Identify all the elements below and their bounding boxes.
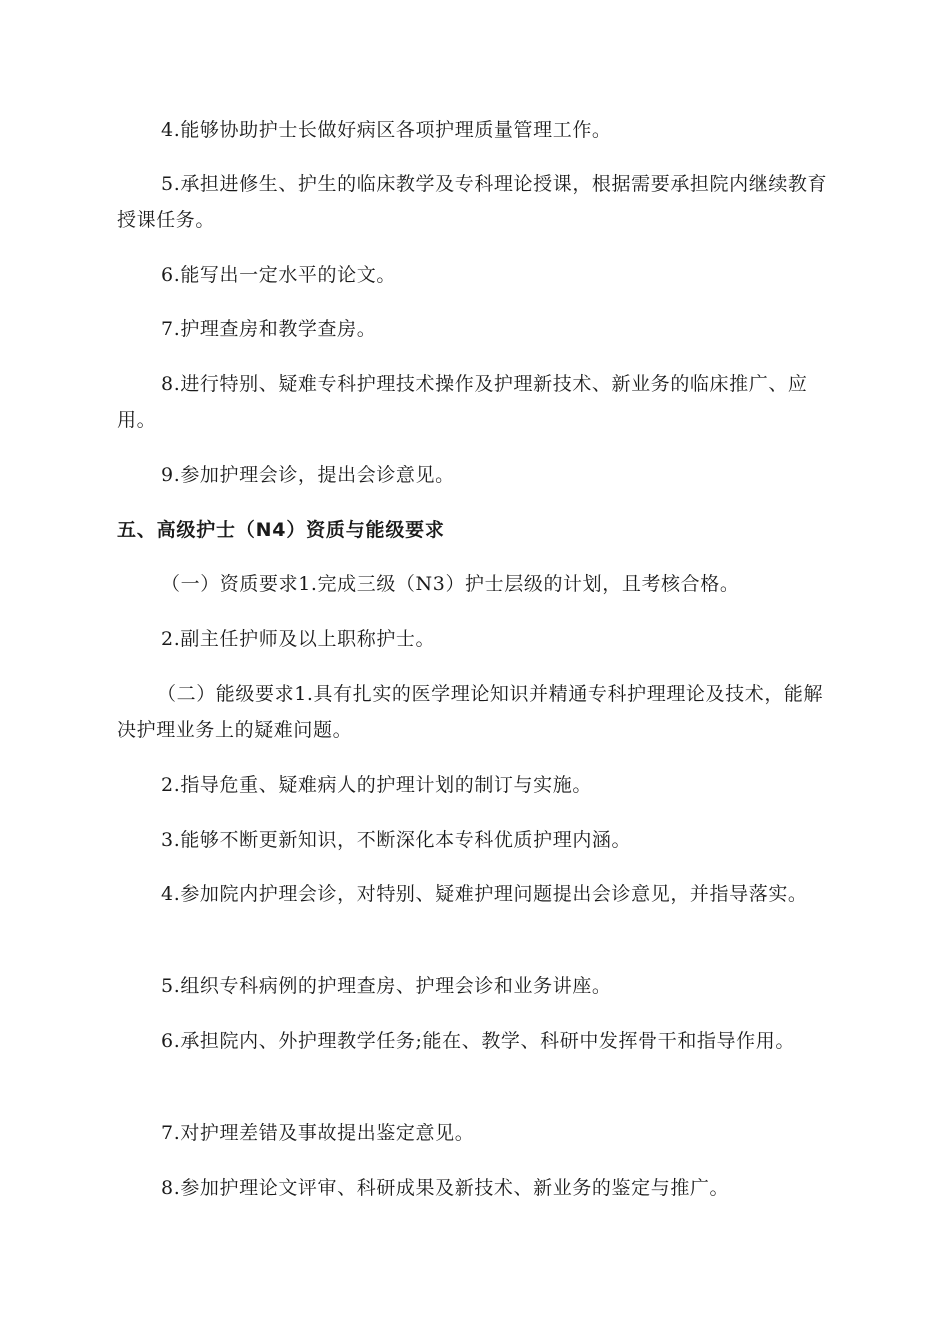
paragraph: （二）能级要求1.具有扎实的医学理论知识并精通专科护理理论及技术，能解决护理业务上的疑难问题。 <box>117 683 824 741</box>
paragraph: 7.对护理差错及事故提出鉴定意见。 <box>161 1122 475 1144</box>
paragraph: （一）资质要求1.完成三级（N3）护士层级的计划，且考核合格。 <box>161 573 740 595</box>
paragraph: 7.护理查房和教学查房。 <box>161 318 377 340</box>
paragraph: 8.参加护理论文评审、科研成果及新技术、新业务的鉴定与推广。 <box>161 1177 730 1199</box>
paragraph: 2.副主任护师及以上职称护士。 <box>161 628 436 650</box>
paragraph: 6.承担院内、外护理教学任务;能在、教学、科研中发挥骨干和指导作用。 <box>161 1030 795 1052</box>
paragraph: 5.承担进修生、护生的临床教学及专科理论授课，根据需要承担院内继续教育授课任务。 <box>117 173 828 231</box>
paragraph: 5.组织专科病例的护理查房、护理会诊和业务讲座。 <box>161 975 612 997</box>
paragraph: 4.能够协助护士长做好病区各项护理质量管理工作。 <box>161 119 612 141</box>
paragraph: 8.进行特别、疑难专科护理技术操作及护理新技术、新业务的临床推广、应用。 <box>117 373 808 431</box>
paragraph: 2.指导危重、疑难病人的护理计划的制订与实施。 <box>161 774 592 796</box>
paragraph: 6.能写出一定水平的论文。 <box>161 264 396 286</box>
paragraph: 3.能够不断更新知识，不断深化本专科优质护理内涵。 <box>161 829 632 851</box>
paragraph: 9.参加护理会诊，提出会诊意见。 <box>161 464 455 486</box>
paragraph: 4.参加院内护理会诊，对特别、疑难护理问题提出会诊意见，并指导落实。 <box>161 883 808 905</box>
section-heading: 五、高级护士（N4）资质与能级要求 <box>117 519 445 541</box>
